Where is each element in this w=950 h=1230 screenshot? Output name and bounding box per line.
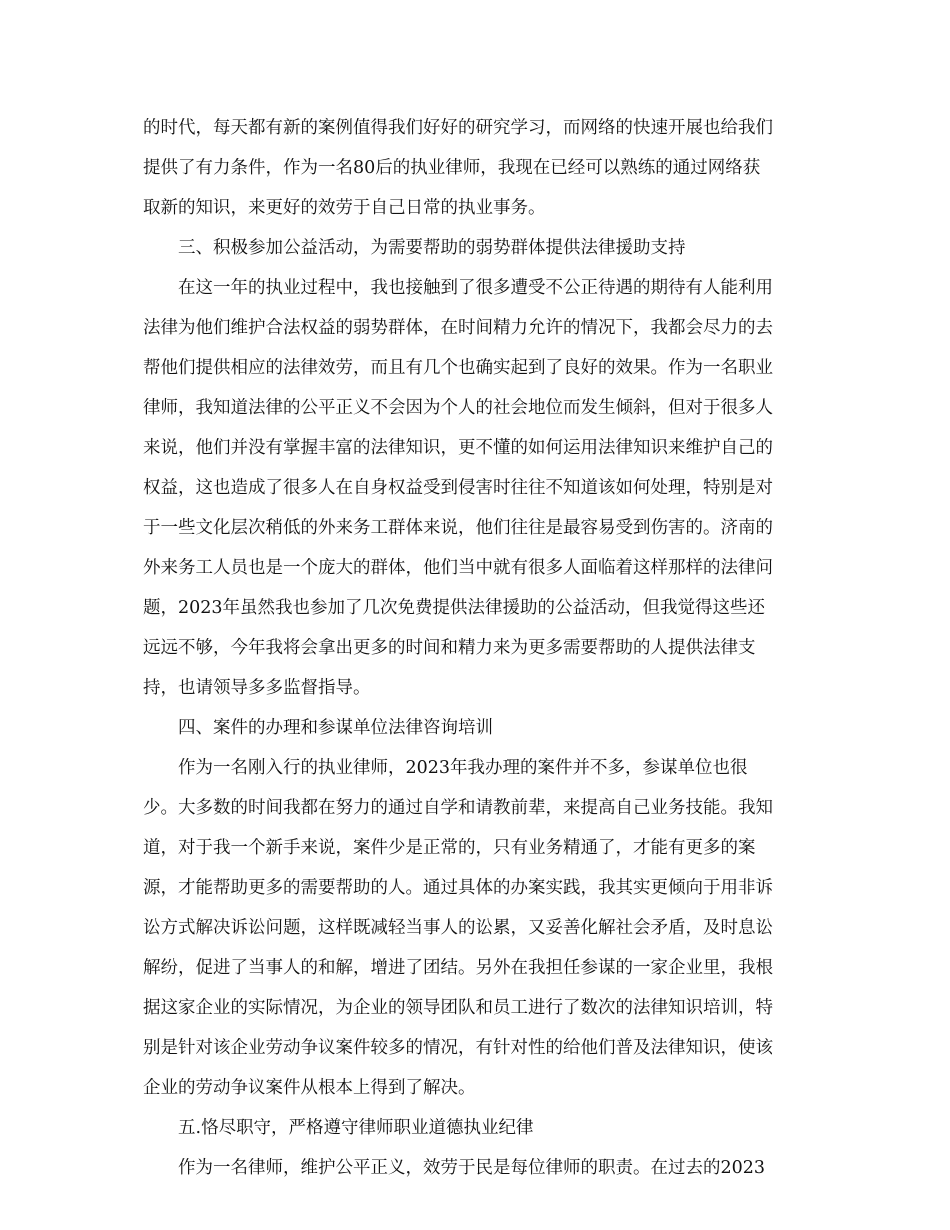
line-text: 提供了有力条件，作为一名80后的执业律师，我现在已经可以熟练的通过网络获 xyxy=(143,158,761,178)
line-text: 外来务工人员也是一个庞大的群体，他们当中就有很多人面临着这样那样的法律问 xyxy=(143,558,773,578)
text-line xyxy=(0,596,950,620)
line-text: 别是针对该企业劳动争议案件较多的情况，有针对性的给他们普及法律知识，使该 xyxy=(143,1038,773,1058)
line-text: 律师，我知道法律的公平正义不会因为个人的社会地位而发生倾斜，但对于很多人 xyxy=(143,398,773,418)
text-line xyxy=(0,356,950,380)
line-text: 来说，他们并没有掌握丰富的法律知识，更不懂的如何运用法律知识来维护自己的 xyxy=(143,438,773,458)
line-text: 权益，这也造成了很多人在自身权益受到侵害时往往不知道该如何处理，特别是对 xyxy=(143,478,773,498)
line-text: 作为一名律师，维护公平正义，效劳于民是每位律师的职责。在过去的2023 xyxy=(178,1158,766,1178)
text-line xyxy=(0,476,950,500)
text-line xyxy=(0,756,950,780)
line-text: 作为一名刚入行的执业律师，2023年我办理的案件并不多，参谋单位也很 xyxy=(178,758,748,778)
text-line xyxy=(0,556,950,580)
line-text: 法律为他们维护合法权益的弱势群体，在时间精力允许的情况下，我都会尽力的去 xyxy=(143,318,773,338)
text-line xyxy=(0,836,950,860)
text-line xyxy=(0,436,950,460)
text-line xyxy=(0,956,950,980)
line-text: 讼方式解决诉讼问题，这样既减轻当事人的讼累，又妥善化解社会矛盾，及时息讼 xyxy=(143,918,773,938)
heading-text: 三、积极参加公益活动，为需要帮助的弱势群体提供法律援助支持 xyxy=(178,238,686,258)
text-line xyxy=(0,1036,950,1060)
line-text: 在这一年的执业过程中，我也接触到了很多遭受不公正待遇的期待有人能利用 xyxy=(178,278,773,298)
section-heading xyxy=(0,716,950,740)
text-line xyxy=(0,876,950,900)
text-line xyxy=(0,196,950,220)
text-line xyxy=(0,1156,950,1180)
text-line xyxy=(0,316,950,340)
line-text: 持，也请领导多多监督指导。 xyxy=(143,678,371,698)
line-text: 道，对于我一个新手来说，案件少是正常的，只有业务精通了，才能有更多的案 xyxy=(143,838,756,858)
text-line xyxy=(0,1076,950,1100)
line-text: 于一些文化层次稍低的外来务工群体来说，他们往往是最容易受到伤害的。济南的 xyxy=(143,518,773,538)
text-line xyxy=(0,156,950,180)
section-heading xyxy=(0,1116,950,1140)
line-text: 的时代，每天都有新的案例值得我们好好的研究学习，而网络的快速开展也给我们 xyxy=(143,118,773,138)
text-line xyxy=(0,796,950,820)
line-text: 源，才能帮助更多的需要帮助的人。通过具体的办案实践，我其实更倾向于用非诉 xyxy=(143,878,773,898)
text-line xyxy=(0,276,950,300)
line-text: 题，2023年虽然我也参加了几次免费提供法律援助的公益活动，但我觉得这些还 xyxy=(143,598,766,618)
text-line xyxy=(0,516,950,540)
line-text: 远远不够，今年我将会拿出更多的时间和精力来为更多需要帮助的人提供法律支 xyxy=(143,638,756,658)
section-heading xyxy=(0,236,950,260)
line-text: 取新的知识，来更好的效劳于自己日常的执业事务。 xyxy=(143,198,546,218)
line-text: 企业的劳动争议案件从根本上得到了解决。 xyxy=(143,1078,476,1098)
heading-text: 五.恪尽职守，严格遵守律师职业道德执业纪律 xyxy=(178,1118,534,1138)
line-text: 据这家企业的实际情况，为企业的领导团队和员工进行了数次的法律知识培训，特 xyxy=(143,998,773,1018)
text-line xyxy=(0,996,950,1020)
text-line xyxy=(0,676,950,700)
heading-text: 四、案件的办理和参谋单位法律咨询培训 xyxy=(178,718,493,738)
line-text: 少。大多数的时间我都在努力的通过自学和请教前辈，来提高自己业务技能。我知 xyxy=(143,798,773,818)
text-line xyxy=(0,916,950,940)
line-text: 解纷，促进了当事人的和解，增进了团结。另外在我担任参谋的一家企业里，我根 xyxy=(143,958,773,978)
text-line xyxy=(0,396,950,420)
text-line xyxy=(0,116,950,140)
line-text: 帮他们提供相应的法律效劳，而且有几个也确实起到了良好的效果。作为一名职业 xyxy=(143,358,773,378)
text-line xyxy=(0,636,950,660)
